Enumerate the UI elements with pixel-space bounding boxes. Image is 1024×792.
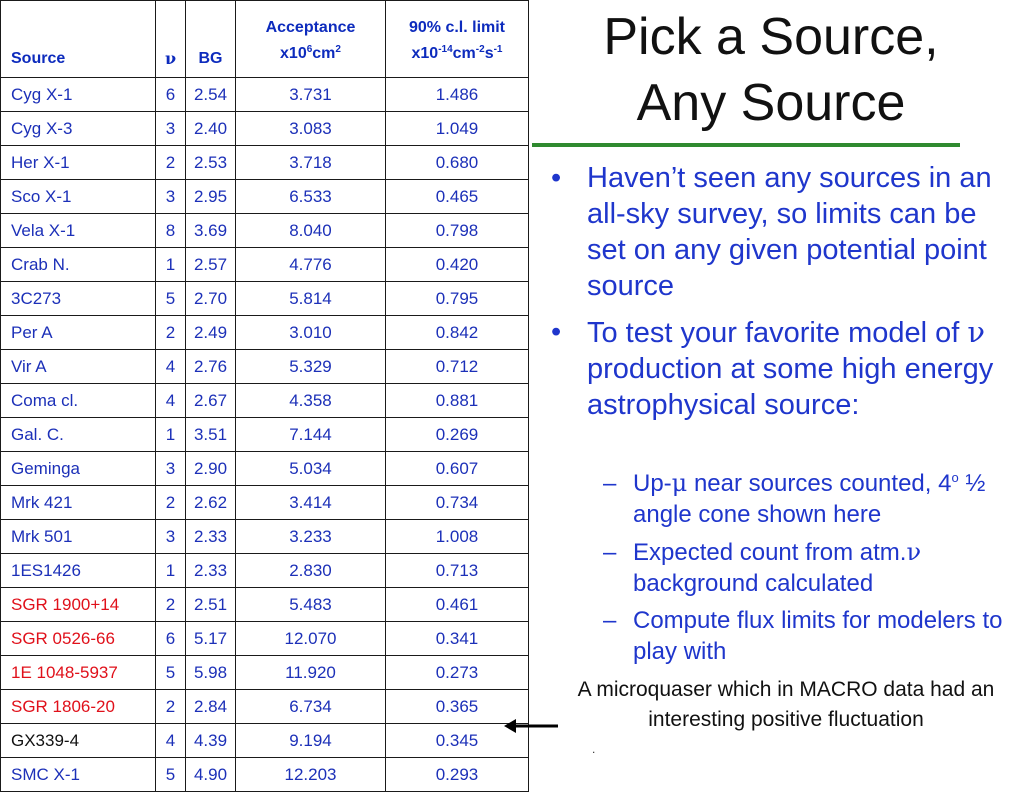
cell-acceptance: 11.920 — [236, 656, 386, 690]
cell-bg: 4.90 — [186, 758, 236, 792]
cell-limit: 0.345 — [386, 724, 529, 758]
cell-nu: 5 — [156, 282, 186, 316]
table-row — [1, 520, 529, 554]
cell-acceptance: 5.034 — [236, 452, 386, 486]
title-line-1: Pick a Source, — [603, 8, 939, 66]
cell-nu: 3 — [156, 180, 186, 214]
cell-limit: 0.293 — [386, 758, 529, 792]
table-row — [1, 588, 529, 622]
cell-limit: 0.465 — [386, 180, 529, 214]
cell-limit: 0.420 — [386, 248, 529, 282]
table-row — [1, 248, 529, 282]
table-row — [1, 350, 529, 384]
table-header-row — [1, 1, 529, 78]
title-line-2: Any Source — [636, 74, 906, 132]
cell-source: 1E 1048-5937 — [1, 656, 156, 690]
table-row — [1, 758, 529, 792]
header-nu: ν — [156, 1, 186, 78]
cell-bg: 4.39 — [186, 724, 236, 758]
cell-acceptance: 3.731 — [236, 78, 386, 112]
cell-source: SGR 0526-66 — [1, 622, 156, 656]
cell-limit: 0.842 — [386, 316, 529, 350]
microquasar-callout: A microquaser which in MACRO data had an interesting positive fluctuation — [577, 678, 995, 731]
cell-source: Gal. C. — [1, 418, 156, 452]
cell-limit: 0.365 — [386, 690, 529, 724]
cell-source: Geminga — [1, 452, 156, 486]
cell-nu: 3 — [156, 112, 186, 146]
header-limit: 90% c.l. limit $x10^{-14}cm^{-2}s^{-1}$ — [386, 1, 529, 78]
cell-bg: 2.33 — [186, 520, 236, 554]
cell-limit: 0.273 — [386, 656, 529, 690]
cell-limit: 0.607 — [386, 452, 529, 486]
table-row — [1, 418, 529, 452]
footer-mark: . — [592, 742, 596, 756]
cell-bg: 2.57 — [186, 248, 236, 282]
cell-acceptance: 3.083 — [236, 112, 386, 146]
table-row — [1, 554, 529, 588]
left-arrow-icon — [502, 712, 560, 740]
subbullet-flux-limits-text: Compute flux limits for modelers to play with — [633, 607, 1003, 665]
cell-source: Per A — [1, 316, 156, 350]
cell-bg: 2.51 — [186, 588, 236, 622]
cell-nu: 8 — [156, 214, 186, 248]
cell-nu: 5 — [156, 758, 186, 792]
cell-bg: 5.98 — [186, 656, 236, 690]
cell-limit: 0.881 — [386, 384, 529, 418]
cell-nu: 2 — [156, 588, 186, 622]
cell-source: Cyg X-1 — [1, 78, 156, 112]
cell-source: Mrk 421 — [1, 486, 156, 520]
cell-bg: 2.90 — [186, 452, 236, 486]
title-underline — [532, 143, 960, 147]
table-row — [1, 180, 529, 214]
cell-acceptance: 5.483 — [236, 588, 386, 622]
bullet-sky-survey-text: Haven’t seen any sources in an all-sky survey, so limits can be set on any given potential point source — [587, 162, 992, 302]
cell-nu: 2 — [156, 146, 186, 180]
header-bg: BG — [186, 1, 236, 78]
cell-acceptance: 5.814 — [236, 282, 386, 316]
table-row — [1, 656, 529, 690]
cell-nu: 2 — [156, 316, 186, 350]
cell-limit: 0.734 — [386, 486, 529, 520]
cell-nu: 2 — [156, 486, 186, 520]
cell-limit: 0.798 — [386, 214, 529, 248]
cell-nu: 2 — [156, 690, 186, 724]
cell-acceptance: 3.414 — [236, 486, 386, 520]
bullet-dot: • — [551, 316, 562, 348]
cell-bg: 2.84 — [186, 690, 236, 724]
cell-source: Mrk 501 — [1, 520, 156, 554]
cell-nu: 6 — [156, 78, 186, 112]
cell-acceptance: 3.010 — [236, 316, 386, 350]
table-row — [1, 112, 529, 146]
cell-nu: 4 — [156, 350, 186, 384]
cell-acceptance: 6.533 — [236, 180, 386, 214]
cell-bg: 3.51 — [186, 418, 236, 452]
cell-bg: 2.40 — [186, 112, 236, 146]
cell-acceptance: 6.734 — [236, 690, 386, 724]
cell-limit: 0.713 — [386, 554, 529, 588]
subbullet-up-mu-text: Up-μ near sources counted, 4$^o$ ½ angle cone shown here — [633, 469, 986, 528]
cell-source: Coma cl. — [1, 384, 156, 418]
table-row — [1, 316, 529, 350]
cell-acceptance: 9.194 — [236, 724, 386, 758]
cell-bg: 5.17 — [186, 622, 236, 656]
cell-source: GX339-4 — [1, 724, 156, 758]
cell-acceptance: 5.329 — [236, 350, 386, 384]
cell-acceptance: 4.776 — [236, 248, 386, 282]
cell-source: SGR 1900+14 — [1, 588, 156, 622]
cell-source: Crab N. — [1, 248, 156, 282]
cell-nu: 4 — [156, 724, 186, 758]
table-body — [1, 78, 529, 792]
cell-source: Her X-1 — [1, 146, 156, 180]
bullet-test-model-text: To test your favorite model of ν production at some high energy astrophysical source: — [587, 315, 994, 421]
cell-bg: 2.70 — [186, 282, 236, 316]
cell-limit: 0.269 — [386, 418, 529, 452]
cell-limit: 1.008 — [386, 520, 529, 554]
cell-bg: 2.95 — [186, 180, 236, 214]
cell-acceptance: 2.830 — [236, 554, 386, 588]
cell-acceptance: 12.070 — [236, 622, 386, 656]
cell-limit: 0.795 — [386, 282, 529, 316]
table-row — [1, 282, 529, 316]
table-row — [1, 146, 529, 180]
cell-source: Vir A — [1, 350, 156, 384]
cell-nu: 1 — [156, 554, 186, 588]
cell-limit: 0.712 — [386, 350, 529, 384]
cell-nu: 6 — [156, 622, 186, 656]
cell-nu: 3 — [156, 520, 186, 554]
cell-bg: 2.53 — [186, 146, 236, 180]
bullet-dot: • — [551, 162, 562, 194]
header-acceptance: Acceptance $x10^6cm^2$ — [236, 1, 386, 78]
cell-nu: 3 — [156, 452, 186, 486]
table-row — [1, 214, 529, 248]
subbullet-dash: – — [603, 470, 617, 497]
cell-source: Sco X-1 — [1, 180, 156, 214]
cell-bg: 2.76 — [186, 350, 236, 384]
cell-nu: 4 — [156, 384, 186, 418]
cell-bg: 2.33 — [186, 554, 236, 588]
table-row — [1, 384, 529, 418]
table-row — [1, 622, 529, 656]
subbullet-atm-background-text: Expected count from atm.ν background calculated — [633, 538, 922, 597]
cell-acceptance: 8.040 — [236, 214, 386, 248]
table-row — [1, 78, 529, 112]
cell-source: 1ES1426 — [1, 554, 156, 588]
header-source: Source — [1, 1, 156, 78]
cell-acceptance: 3.718 — [236, 146, 386, 180]
cell-acceptance: 12.203 — [236, 758, 386, 792]
cell-source: Cyg X-3 — [1, 112, 156, 146]
slide-title — [538, 4, 1004, 136]
table-row — [1, 724, 529, 758]
cell-acceptance: 4.358 — [236, 384, 386, 418]
cell-limit: 0.461 — [386, 588, 529, 622]
cell-nu: 1 — [156, 248, 186, 282]
cell-bg: 2.54 — [186, 78, 236, 112]
cell-limit: 0.341 — [386, 622, 529, 656]
table-row — [1, 486, 529, 520]
cell-limit: 1.049 — [386, 112, 529, 146]
cell-limit: 1.486 — [386, 78, 529, 112]
cell-source: 3C273 — [1, 282, 156, 316]
table-row — [1, 690, 529, 724]
cell-bg: 2.62 — [186, 486, 236, 520]
cell-limit: 0.680 — [386, 146, 529, 180]
cell-source: SMC X-1 — [1, 758, 156, 792]
cell-nu: 5 — [156, 656, 186, 690]
cell-nu: 1 — [156, 418, 186, 452]
cell-bg: 2.49 — [186, 316, 236, 350]
cell-bg: 3.69 — [186, 214, 236, 248]
cell-source: SGR 1806-20 — [1, 690, 156, 724]
cell-acceptance: 7.144 — [236, 418, 386, 452]
table-row — [1, 452, 529, 486]
subbullet-dash: – — [603, 607, 617, 634]
cell-bg: 2.67 — [186, 384, 236, 418]
cell-source: Vela X-1 — [1, 214, 156, 248]
subbullet-dash: – — [603, 539, 617, 566]
cell-acceptance: 3.233 — [236, 520, 386, 554]
